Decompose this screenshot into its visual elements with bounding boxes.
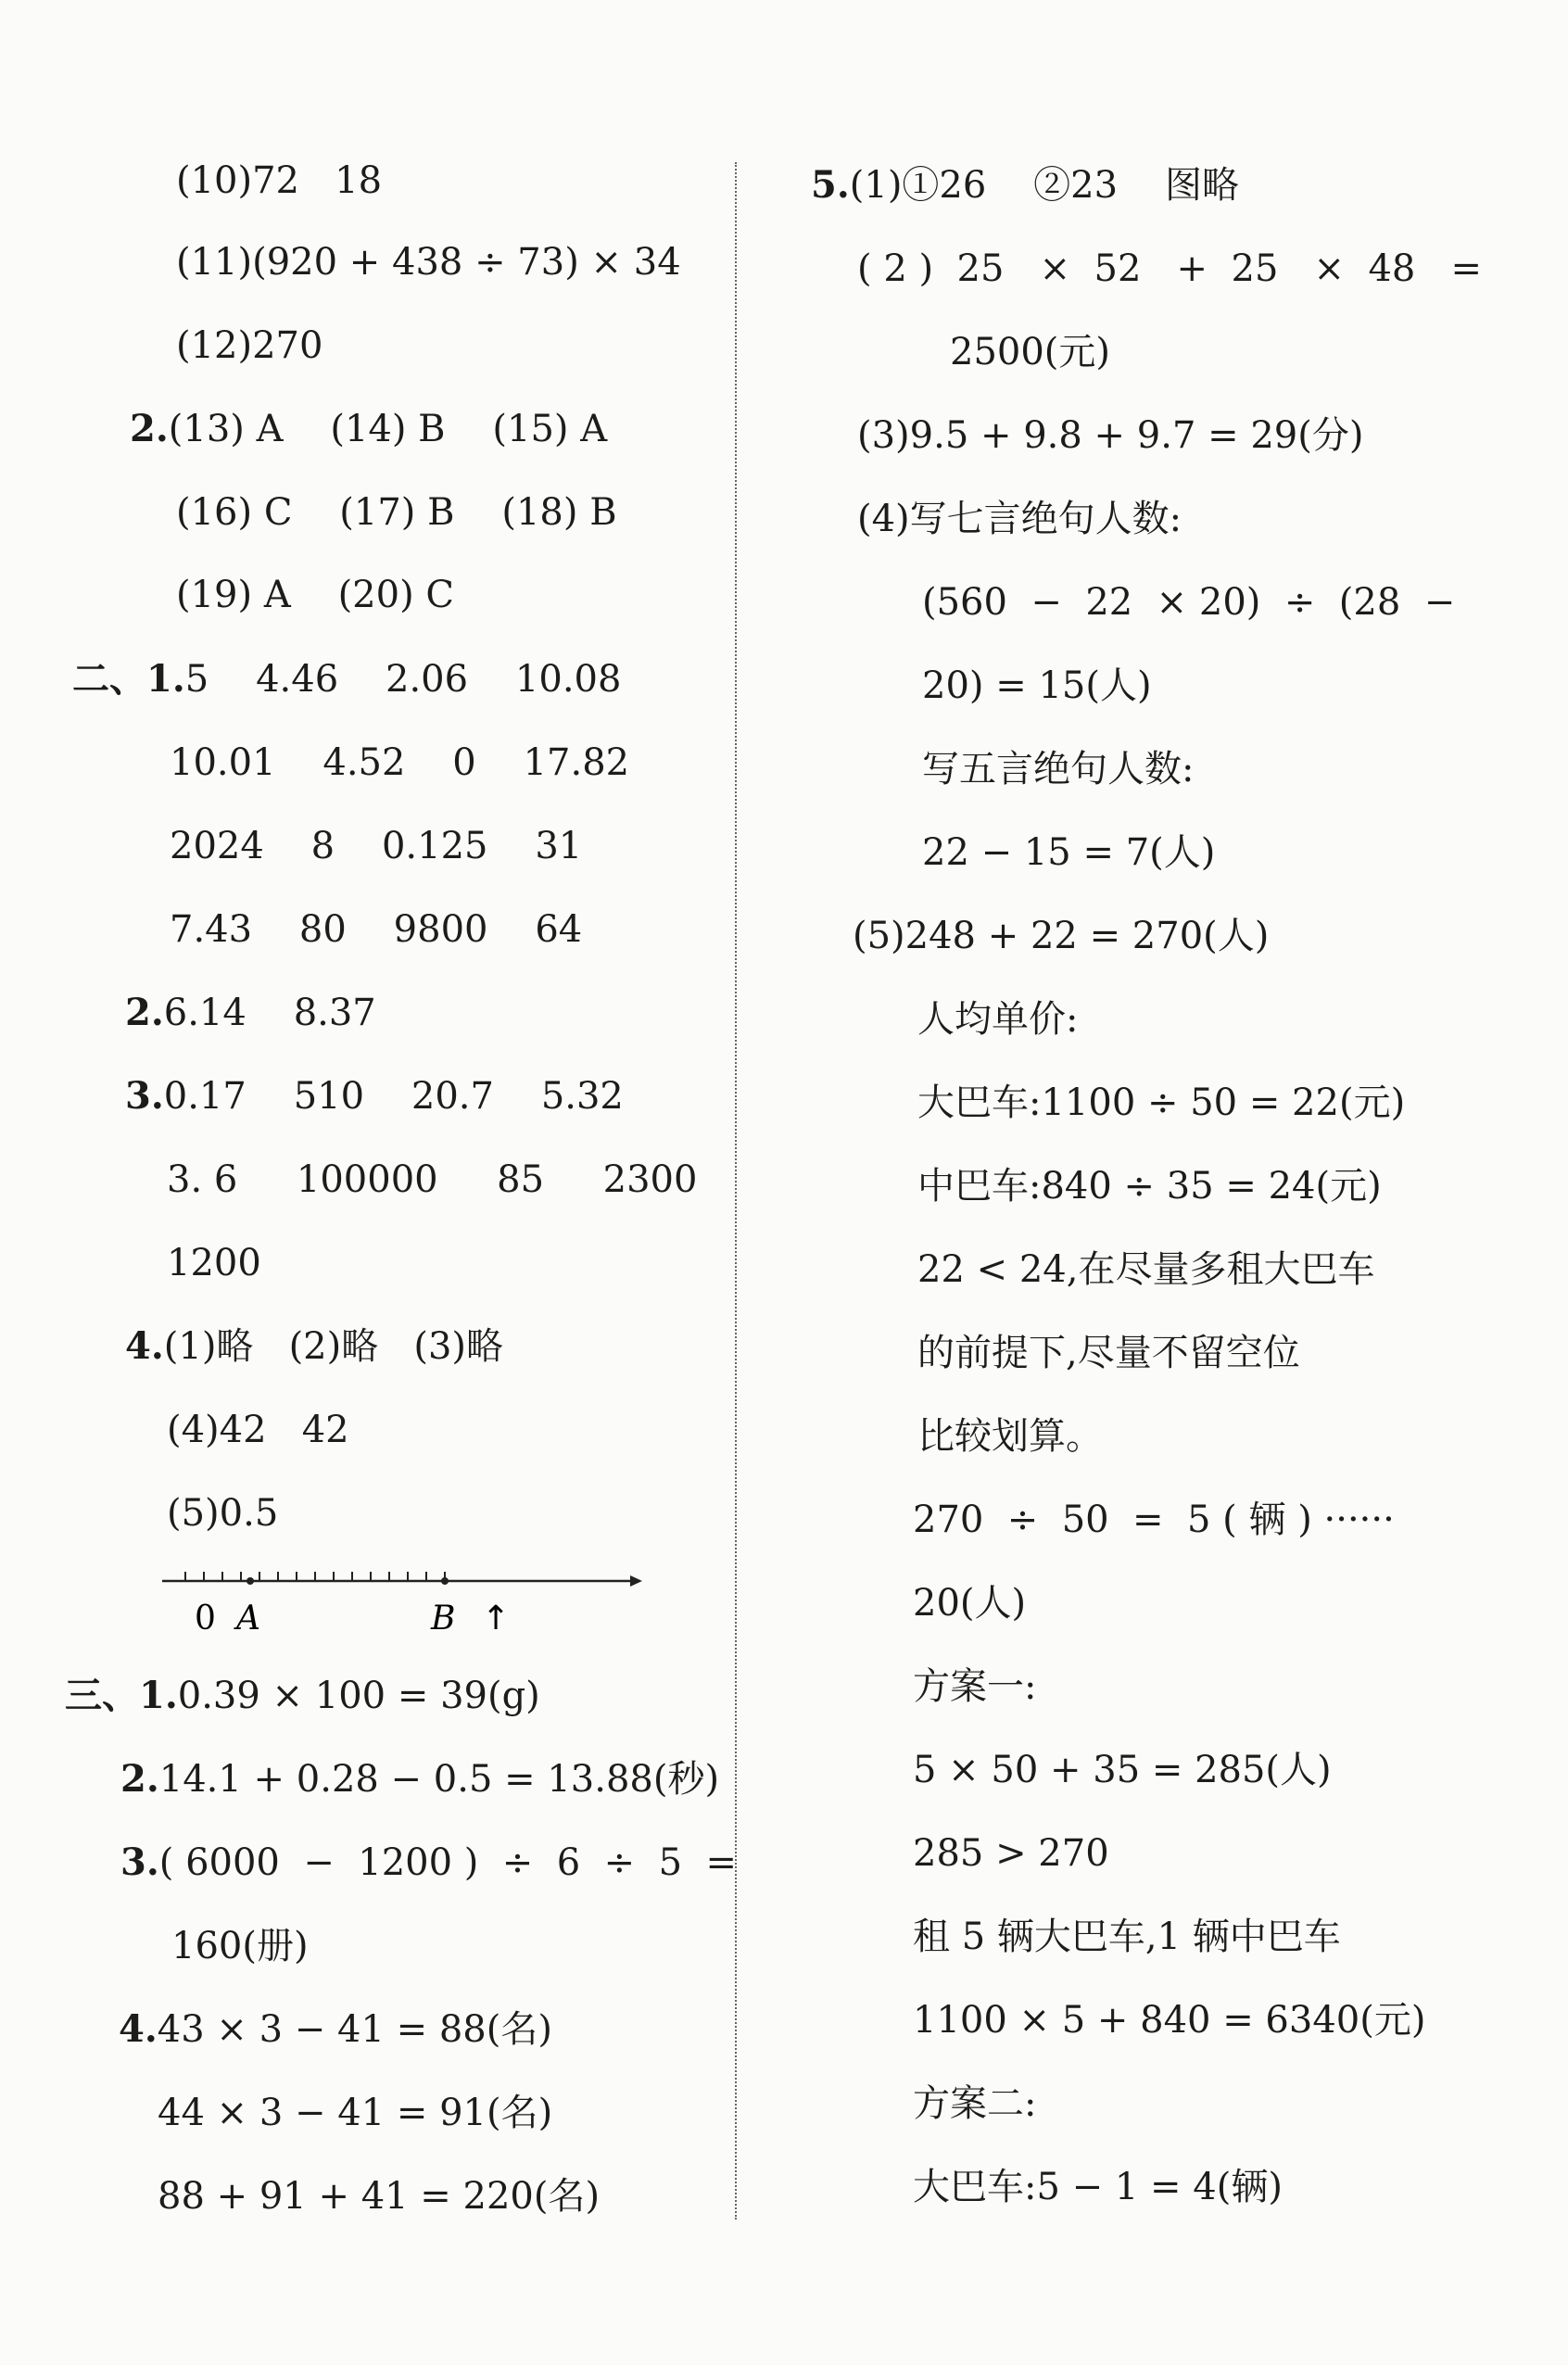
answer-text: 22 − 15 = 7(人) <box>922 831 1216 874</box>
answer-line <box>176 572 454 618</box>
answer-text: 的前提下,尽量不留空位 <box>917 1332 1300 1374</box>
point-a-dot <box>247 1577 254 1585</box>
answer-line <box>72 656 621 702</box>
answer-line <box>922 746 1194 792</box>
answer-line <box>65 1673 540 1719</box>
answer-text: 1100 × 5 + 840 = 6340(元) <box>913 1999 1426 2042</box>
answer-line <box>922 663 1152 709</box>
answer-line <box>913 1914 1341 1960</box>
question-number: 1. <box>139 1674 178 1717</box>
answer-line <box>171 1923 309 1969</box>
answer-line <box>176 322 322 369</box>
answer-text: 租 5 辆大巴车,1 辆中巴车 <box>913 1916 1341 1958</box>
answer-text: 7.43 80 9800 64 <box>170 908 583 951</box>
answer-line <box>167 1157 697 1203</box>
point-b-label: B <box>431 1600 456 1638</box>
answer-text: 方案二: <box>913 2082 1037 2125</box>
answer-text: (10)72 18 <box>176 159 383 202</box>
question-number: 4. <box>119 2007 158 2051</box>
answer-text: (1)①26 ②23 图略 <box>849 164 1239 207</box>
answer-text: 20(人) <box>913 1582 1027 1625</box>
answer-line <box>125 1323 503 1370</box>
answer-text: (1)略 (2)略 (3)略 <box>163 1325 504 1368</box>
answer-text: 20) = 15(人) <box>922 664 1152 707</box>
answer-text: ( 6000 − 1200 ) ÷ 6 ÷ 5 = <box>158 1841 737 1884</box>
answer-line <box>917 1163 1382 1209</box>
answer-line <box>170 740 629 786</box>
answer-text: 写五言绝句人数: <box>922 748 1195 790</box>
question-number: 1. <box>146 657 185 701</box>
answer-line <box>917 1413 1103 1460</box>
point-b-dot <box>441 1577 449 1585</box>
answer-text: 5 4.46 2.06 10.08 <box>184 658 622 701</box>
answer-line <box>913 2080 1036 2127</box>
answer-line <box>158 2173 600 2220</box>
answer-line <box>167 1407 349 1453</box>
answer-line <box>853 913 1269 959</box>
answer-line <box>917 1246 1374 1293</box>
answer-line <box>913 1663 1036 1710</box>
answer-line <box>120 1756 719 1802</box>
answer-line <box>125 1073 624 1119</box>
answer-text: 人均单价: <box>917 998 1079 1041</box>
answer-text: (5)248 + 22 = 270(人) <box>853 915 1270 957</box>
answer-text: (5)0.5 <box>167 1492 279 1535</box>
answer-text: 14.1 + 0.28 − 0.5 = 13.88(秒) <box>158 1758 720 1801</box>
answer-text: (12)270 <box>176 324 323 367</box>
answer-line <box>811 162 1239 209</box>
answer-line <box>158 2090 552 2136</box>
answer-text: 3. 6 100000 85 2300 <box>167 1158 698 1201</box>
answer-text: 270 ÷ 50 = 5 ( 辆 ) ······ <box>913 1499 1395 1541</box>
answer-line <box>913 1830 1109 1877</box>
answer-line <box>857 246 1482 292</box>
answer-text: (19) A (20) C <box>176 574 454 616</box>
question-number: 4. <box>125 1324 164 1368</box>
zero-label: 0 <box>195 1600 216 1638</box>
answer-text: 160(册) <box>171 1925 309 1967</box>
number-line <box>162 1564 644 1657</box>
answer-line <box>167 1490 278 1537</box>
question-number: 3. <box>125 1074 164 1118</box>
question-number: 3. <box>120 1840 159 1884</box>
answer-line <box>913 1497 1395 1543</box>
point-a-label: A <box>236 1600 260 1638</box>
answer-line <box>857 412 1363 459</box>
answer-text: 2024 8 0.125 31 <box>170 825 583 867</box>
answer-text: 大巴车:1100 ÷ 50 = 22(元) <box>917 1081 1406 1124</box>
number-line-arrowhead <box>630 1575 642 1587</box>
answer-text: 0.17 510 20.7 5.32 <box>163 1075 624 1118</box>
answer-text: 1200 <box>167 1242 261 1284</box>
answer-line <box>917 1080 1405 1126</box>
answer-line <box>170 906 582 953</box>
answer-text: 10.01 4.52 0 17.82 <box>170 741 630 784</box>
answer-text: 5 × 50 + 35 = 285(人) <box>913 1749 1332 1791</box>
answer-text: (3)9.5 + 9.8 + 9.7 = 29(分) <box>857 414 1364 457</box>
answer-text: (4)写七言绝句人数: <box>857 498 1182 540</box>
answer-line <box>922 829 1215 876</box>
answer-line <box>913 1997 1425 2043</box>
answer-text: (16) C (17) B (18) B <box>176 491 617 534</box>
answer-line <box>176 158 382 204</box>
answer-text: 0.39 × 100 = 39(g) <box>177 1675 540 1717</box>
answer-text: (4)42 42 <box>167 1409 349 1451</box>
answer-line <box>922 579 1455 626</box>
answer-text: ( 2 ) 25 × 52 + 25 × 48 = <box>857 247 1483 290</box>
answer-text: (560 − 22 × 20) ÷ (28 − <box>922 581 1456 624</box>
answer-text: 88 + 91 + 41 = 220(名) <box>158 2175 601 2218</box>
answer-text: 285 > 270 <box>913 1832 1109 1875</box>
section-marker: 二、 <box>72 657 146 701</box>
answer-line <box>917 996 1078 1043</box>
answer-text: 44 × 3 − 41 = 91(名) <box>158 2092 553 2134</box>
column-divider <box>735 162 737 2220</box>
answer-line <box>120 1840 737 1886</box>
question-number: 2. <box>125 991 164 1034</box>
question-number: 5. <box>811 163 850 207</box>
answer-line <box>125 990 376 1036</box>
answer-text: (11)(920 + 438 ÷ 73) × 34 <box>176 241 681 284</box>
answer-line <box>167 1240 261 1286</box>
answer-text: 43 × 3 − 41 = 88(名) <box>157 2008 552 2051</box>
answer-text: 方案一: <box>913 1665 1037 1708</box>
question-number: 2. <box>120 1757 159 1801</box>
answer-text: 6.14 8.37 <box>163 992 376 1034</box>
answer-text: 2500(元) <box>950 331 1111 373</box>
answer-line <box>913 1747 1332 1793</box>
answer-text: 比较划算。 <box>917 1415 1103 1458</box>
answer-line <box>913 1580 1026 1626</box>
number-line-ticks <box>185 1572 445 1581</box>
answer-line <box>176 489 617 536</box>
answer-line <box>119 2006 552 2053</box>
answer-text: 22 < 24,在尽量多租大巴车 <box>917 1248 1375 1291</box>
answer-line <box>176 239 681 285</box>
answer-text: 大巴车:5 − 1 = 4(辆) <box>913 2166 1283 2208</box>
section-marker: 三、 <box>65 1674 139 1717</box>
answer-line <box>913 2164 1283 2210</box>
point-arrow-marker: ↑ <box>482 1600 511 1638</box>
answer-text: 中巴车:840 ÷ 35 = 24(元) <box>917 1165 1382 1208</box>
answer-line <box>857 496 1182 542</box>
answer-line <box>170 823 582 869</box>
question-number: 2. <box>130 407 169 450</box>
answer-text: (13) A (14) B (15) A <box>168 408 608 450</box>
answer-line <box>950 329 1110 375</box>
answer-line <box>917 1330 1300 1376</box>
answer-line <box>130 406 607 452</box>
